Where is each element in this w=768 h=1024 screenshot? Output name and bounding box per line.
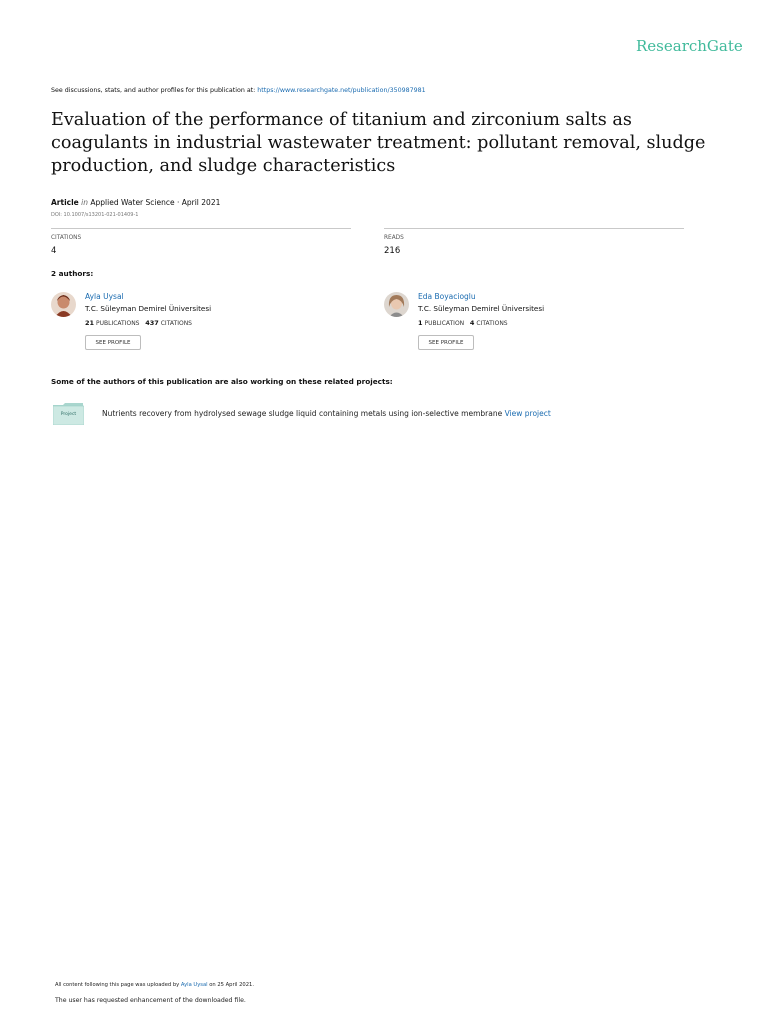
in-label: in xyxy=(81,198,88,207)
reads-value: 216 xyxy=(384,246,401,256)
journal-info: Applied Water Science · April 2021 xyxy=(90,198,221,207)
doi: DOI: 10.1007/s13201-021-01409-1 xyxy=(51,212,139,218)
avatar[interactable] xyxy=(51,292,76,317)
reads-divider xyxy=(384,228,684,229)
project-title: Nutrients recovery from hydrolysed sewage sludge liquid containing metals using ion-selective membrane xyxy=(102,409,505,418)
citations-divider xyxy=(51,228,351,229)
article-type: Article xyxy=(51,198,79,207)
avatar[interactable] xyxy=(384,292,409,317)
publications-count: 21 xyxy=(85,319,95,327)
publications-label: PUBLICATIONS xyxy=(95,320,140,327)
citations-value: 4 xyxy=(51,246,57,256)
enhancement-note: The user has requested enhancement of the downloaded file. xyxy=(55,997,246,1004)
reads-label: READS xyxy=(384,235,404,241)
project-icon-label: Project xyxy=(60,412,77,417)
author-name[interactable]: Ayla Uysal xyxy=(85,292,124,301)
author-stats xyxy=(85,319,192,327)
citations-label: CITATIONS xyxy=(51,235,82,241)
author-name[interactable]: Eda Boyacioglu xyxy=(418,292,476,301)
upload-note xyxy=(55,982,254,988)
author-institution: T.C. Süleyman Demirel Üniversitesi xyxy=(85,304,212,313)
citations-count: 437 xyxy=(145,319,159,327)
see-profile-button[interactable]: SEE PROFILE xyxy=(85,335,141,350)
publication-meta xyxy=(51,198,220,207)
upload-suffix: on 25 April 2021. xyxy=(207,982,254,988)
citations-label: CITATIONS xyxy=(160,320,192,327)
view-project-link[interactable]: View project xyxy=(504,409,551,418)
upload-prefix: All content following this page was uploaded by xyxy=(55,982,181,988)
author-stats xyxy=(418,319,508,327)
see-profile-button[interactable]: SEE PROFILE xyxy=(418,335,474,350)
publications-label: PUBLICATION xyxy=(424,320,465,327)
author-photo-icon xyxy=(384,292,409,317)
publication-title: Evaluation of the performance of titanium and zirconium salts as coagulants in industrial wastewater treatment: pollutant removal, sludge production, and sludge characteristics xyxy=(51,110,706,176)
author-institution: T.C. Süleyman Demirel Üniversitesi xyxy=(418,304,545,313)
related-project-item xyxy=(102,409,551,418)
publications-count: 1 xyxy=(418,319,423,327)
publication-link[interactable]: https://www.researchgate.net/publication/350987981 xyxy=(257,87,426,94)
discussion-line xyxy=(51,87,426,94)
uploader-link[interactable]: Ayla Uysal xyxy=(180,982,208,988)
researchgate-logo[interactable]: ResearchGate xyxy=(636,37,743,55)
author-photo-icon xyxy=(51,292,76,317)
authors-heading: 2 authors: xyxy=(51,269,94,278)
citations-count: 4 xyxy=(469,319,475,327)
project-folder-icon xyxy=(53,403,84,425)
citations-label: CITATIONS xyxy=(476,320,508,327)
related-projects-heading: Some of the authors of this publication are also working on these related projects: xyxy=(51,377,393,386)
discussion-prefix: See discussions, stats, and author profiles for this publication at: xyxy=(51,87,258,94)
